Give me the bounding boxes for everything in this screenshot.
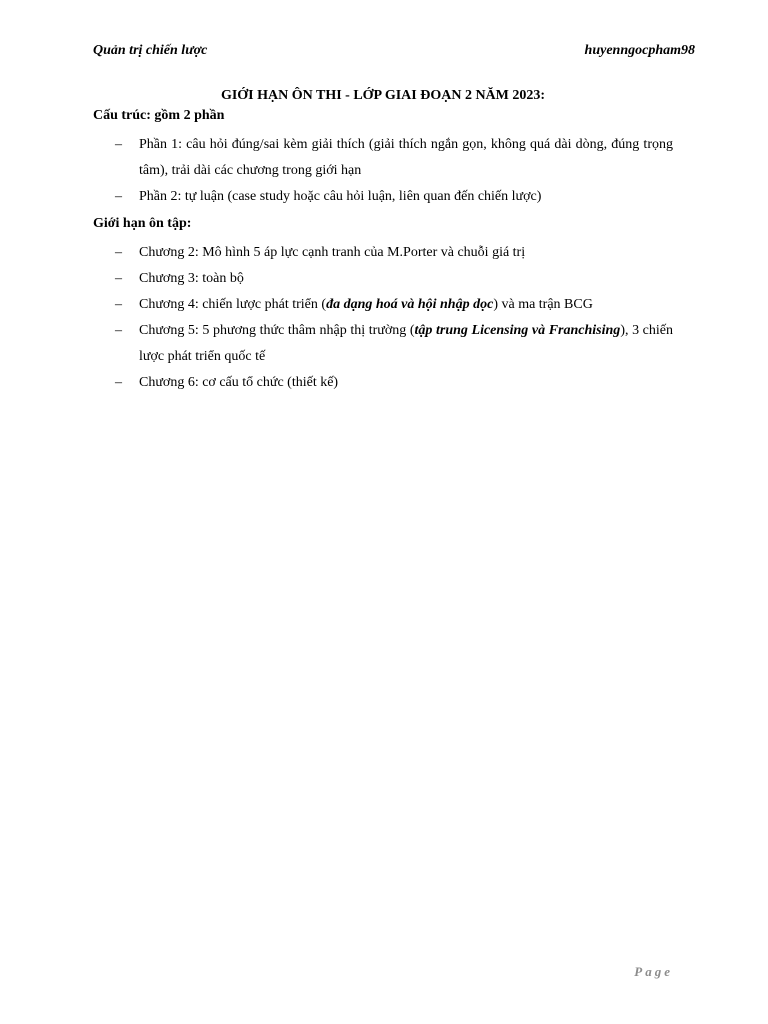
- structure-item-part-1: [93, 132, 673, 184]
- structure-item-text: Phần 1: câu hỏi đúng/sai kèm giải thích (giải thích ngắn gọn, không quá dài dòng, đúng trọng tâm), trải dài các chương trong giới hạn: [139, 137, 673, 178]
- limits-item-chapter-3: [93, 266, 673, 292]
- limits-item-text-before: Chương 4: chiến lược phát triển (: [139, 297, 327, 312]
- dash-bullet: –: [115, 323, 122, 338]
- limits-item-chapter-2: [93, 240, 673, 266]
- dash-bullet: –: [115, 375, 122, 390]
- limits-item-chapter-5: [93, 318, 673, 370]
- limits-item-chapter-4: [93, 292, 673, 318]
- header-author: huyenngocpham98: [584, 43, 695, 58]
- limits-item-emphasis: đa dạng hoá và hội nhập dọc: [326, 297, 494, 312]
- limits-item-text: Chương 2: Mô hình 5 áp lực cạnh tranh của M.Porter và chuỗi giá trị: [139, 245, 526, 260]
- limits-item-chapter-6: [93, 370, 673, 396]
- dash-bullet: –: [115, 189, 122, 204]
- structure-item-text: Phần 2: tự luận (case study hoặc câu hỏi luận, liên quan đến chiến lược): [139, 189, 542, 204]
- document-body: [93, 86, 673, 400]
- dash-bullet: –: [115, 137, 122, 152]
- structure-heading: Cấu trúc: gồm 2 phần: [93, 108, 225, 123]
- dash-bullet: –: [115, 271, 122, 286]
- header-course-name: Quản trị chiến lược: [93, 43, 208, 58]
- structure-item-part-2: [93, 184, 673, 210]
- limits-item-text-before: Chương 5: 5 phương thức thâm nhập thị trường (: [139, 323, 415, 338]
- limits-list: [93, 240, 673, 396]
- page-footer-label: Page: [634, 964, 673, 979]
- limits-item-text-after: ) và ma trận BCG: [493, 297, 593, 312]
- document-title: GIỚI HẠN ÔN THI - LỚP GIAI ĐOẠN 2 NĂM 2023:: [220, 88, 546, 103]
- dash-bullet: –: [115, 297, 122, 312]
- structure-list: [93, 132, 673, 210]
- limits-item-text: Chương 6: cơ cấu tổ chức (thiết kế): [139, 375, 339, 390]
- limits-item-text: Chương 3: toàn bộ: [139, 271, 244, 286]
- limits-item-text-after: ), 3 chiến lược phát triển quốc tế: [139, 323, 673, 364]
- limits-item-emphasis: tập trung Licensing và Franchising: [414, 323, 621, 338]
- limits-heading: Giới hạn ôn tập:: [93, 216, 192, 231]
- dash-bullet: –: [115, 245, 122, 260]
